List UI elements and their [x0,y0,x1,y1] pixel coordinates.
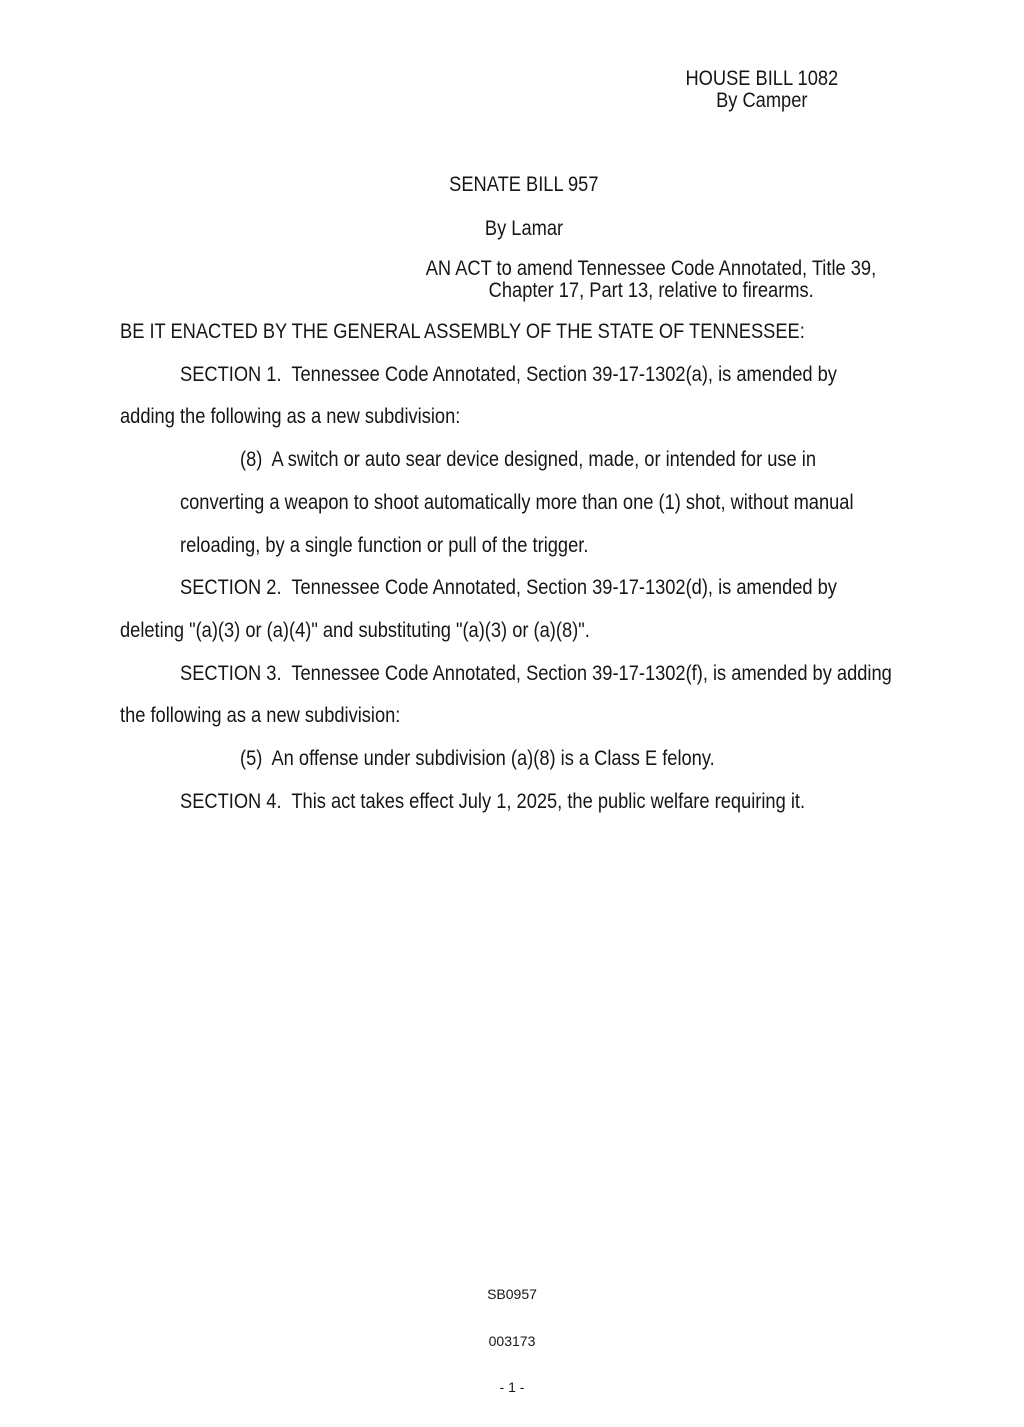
enacting-clause: BE IT ENACTED BY THE GENERAL ASSEMBLY OF THE STATE OF TENNESSEE: [120,319,805,343]
bill-text-line: the following as a new subdivision: [120,703,401,727]
footer-page-number: - 1 - [499,1379,525,1395]
house-bill-number: HOUSE BILL 1082 [685,66,839,90]
footer-document-number: 003173 [488,1332,536,1349]
bill-text-line: adding the following as a new subdivision: [120,404,461,428]
bill-text-line: (8) A switch or auto sear device designed, made, or intended for use in [240,447,816,471]
senate-bill-number: SENATE BILL 957 [449,172,599,196]
act-caption-line-1: AN ACT to amend Tennessee Code Annotated, Title 39, [425,256,877,280]
house-bill-sponsor: By Camper [716,88,808,112]
senate-bill-sponsor: By Lamar [484,216,564,240]
act-caption [350,257,952,301]
page-footer [0,1256,1024,1427]
act-caption-line-2: Chapter 17, Part 13, relative to firearms. [488,278,814,302]
bill-text-line: SECTION 3. Tennessee Code Annotated, Section 39-17-1302(f), is amended by adding [180,661,892,685]
footer-bill-number: SB0957 [487,1286,537,1302]
bill-text-line: reloading, by a single function or pull of the trigger. [180,533,589,557]
bill-text-line: (5) An offense under subdivision (a)(8) is a Class E felony. [240,746,715,770]
house-bill-header [506,67,1018,111]
bill-text-line: converting a weapon to shoot automatically more than one (1) shot, without manual [180,490,854,514]
bill-text-line: deleting "(a)(3) or (a)(4)" and substituting "(a)(3) or (a)(8)". [120,618,590,642]
bill-text-line: SECTION 2. Tennessee Code Annotated, Section 39-17-1302(d), is amended by [180,575,837,599]
bill-text-line: SECTION 1. Tennessee Code Annotated, Section 39-17-1302(a), is amended by [180,362,837,386]
bill-text-line: SECTION 4. This act takes effect July 1, 2025, the public welfare requiring it. [180,789,806,813]
